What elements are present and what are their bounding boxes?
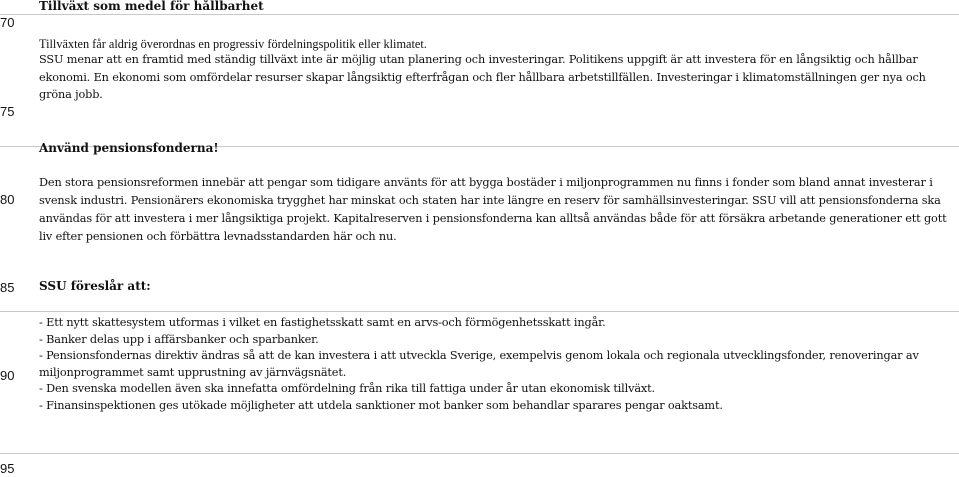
- line-number-85: 85: [0, 280, 15, 295]
- list-item: - Banker delas upp i affärsbanker och sparbanker.: [39, 332, 319, 346]
- line-number-75: 75: [0, 104, 15, 119]
- line-number-70: 70: [0, 15, 15, 30]
- list-item: - Den svenska modellen även ska innefatta omfördelning från rika till fattiga under år utan ekonomisk tillväxt.: [39, 382, 655, 395]
- section2-paragraph: Den stora pensionsreformen innebär att pengar som tidigare använts för att bygga bostäder i miljonprogrammen nu finns i fonder som bland annat investerar i svensk industri. Pensionärers ekonomiska trygghet har minskat och staten har inte längre en reserv för samhällsinvesteringar. SSU vill att pensionsfonderna ska användas för att investera i mer långsiktiga projekt. Kapitalreserven i pensionsfonderna kan alltså användas både för att försäkra arbetande generationer ett gott liv efter pensionen och förbättra levnadsstandarden här och nu.: [39, 176, 947, 243]
- section1-paragraph: SSU menar att en framtid med ständig tillväxt inte är möjlig utan planering och investeringar. Politikens uppgift är att investera för en långsiktig och hållbar ekonomi. En ekonomi som omfördelar resurser skapar långsiktig efterfrågan och fler hållbara arbetstillfällen. Investeringar i klimatomställningen ger nya och gröna jobb.: [39, 53, 926, 101]
- line-number-90: 90: [0, 368, 15, 383]
- list-item: - Pensionsfondernas direktiv ändras så att de kan investera i att utveckla Sverige, exempelvis genom lokala och regionala utvecklingsfonder, renoveringar av miljonprogrammet samt upprustning av järnvägsnätet.: [39, 349, 919, 379]
- page-divider-lower: [0, 311, 959, 312]
- section-heading-ssu-foreslar: SSU föreslår att:: [39, 279, 151, 293]
- page-divider-bottom: [0, 453, 959, 454]
- list-item: - Finansinspektionen ges utökade möjligheter att utdela sanktioner mot banker som behandlar sparares pengar oaktsamt.: [39, 398, 723, 412]
- section-heading-tillvaxt: Tillväxt som medel för hållbarhet: [39, 0, 264, 13]
- line-number-80: 80: [0, 192, 15, 207]
- section-heading-pensionsfonderna: Använd pensionsfonderna!: [39, 141, 219, 155]
- list-item: - Ett nytt skattesystem utformas i vilket en fastighetsskatt samt en arvs-och förmögenhetsskatt ingår.: [39, 316, 606, 329]
- line-number-95: 95: [0, 461, 15, 476]
- proposal-list: [39, 315, 955, 414]
- section1-intro-line: Tillväxten får aldrig överordnas en progressiv fördelningspolitik eller klimatet.: [39, 37, 427, 51]
